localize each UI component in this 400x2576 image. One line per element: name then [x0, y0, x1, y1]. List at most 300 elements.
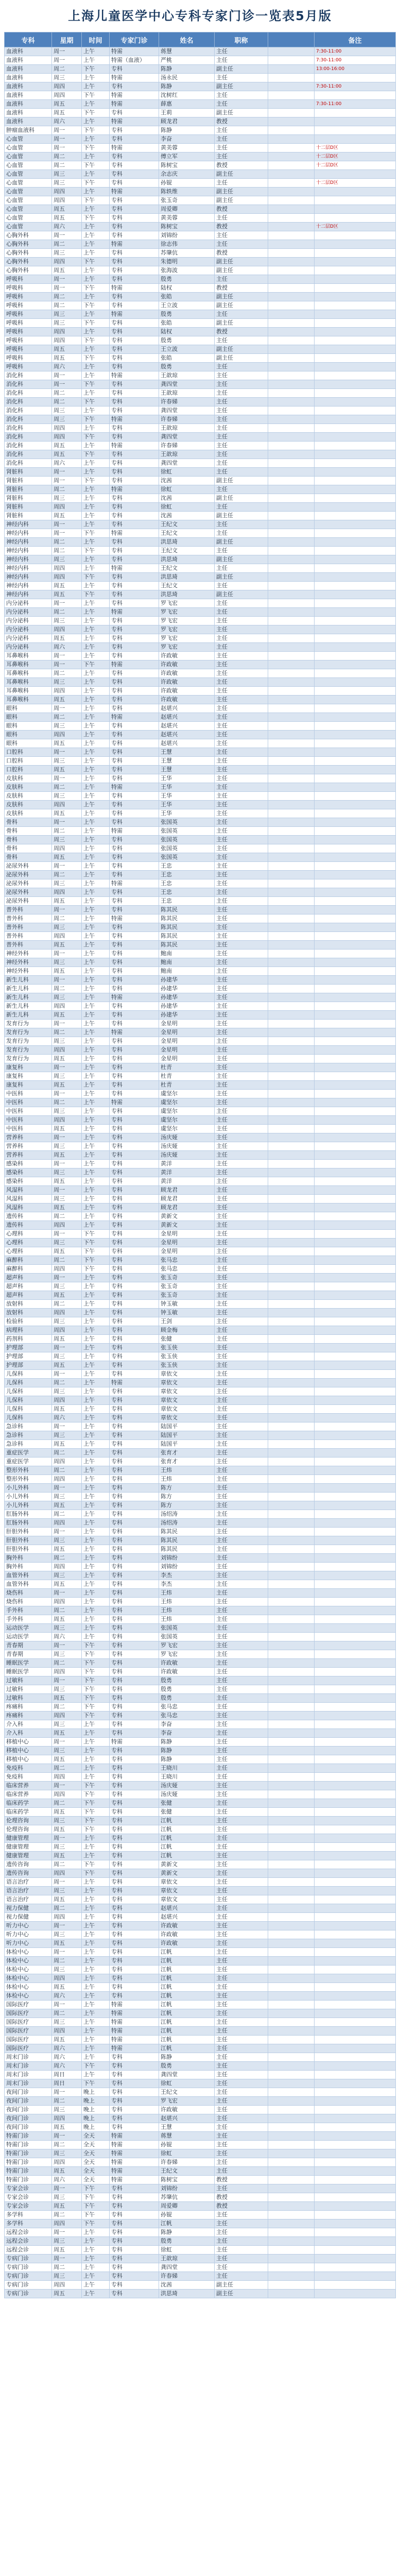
cell-time: 上午 — [82, 993, 110, 1002]
cell-note — [315, 669, 396, 678]
cell-title: 主任 — [215, 1738, 268, 1747]
cell-note — [315, 1948, 396, 1957]
cell-day: 周日 — [52, 2071, 82, 2079]
cell-title: 主任 — [215, 766, 268, 774]
cell-time: 全天 — [82, 2158, 110, 2167]
cell-time: 上午 — [82, 1528, 110, 1536]
cell-title: 主任 — [215, 985, 268, 993]
cell-name: 许政敏 — [159, 696, 215, 704]
cell-title: 主任 — [215, 625, 268, 634]
cell-time: 上午 — [82, 345, 110, 354]
cell-time: 下午 — [82, 1239, 110, 1247]
cell-location — [268, 2202, 315, 2211]
cell-title: 主任 — [215, 1729, 268, 1738]
cell-name: 陈静 — [159, 1747, 215, 1755]
cell-title: 教授 — [215, 328, 268, 336]
schedule-table — [4, 32, 396, 2298]
cell-day: 周一 — [52, 1738, 82, 1747]
cell-type: 专科 — [110, 739, 159, 748]
cell-name: 陈轶维 — [159, 188, 215, 196]
cell-title: 主任 — [215, 1011, 268, 1020]
cell-time: 上午 — [82, 1081, 110, 1090]
table-row — [5, 442, 396, 450]
cell-dept: 心血管 — [5, 161, 52, 170]
cell-location — [268, 2018, 315, 2027]
cell-title: 主任 — [215, 2088, 268, 2097]
cell-type: 专科 — [110, 1212, 159, 1221]
cell-location — [268, 1782, 315, 1790]
cell-day: 周五 — [52, 1361, 82, 1370]
cell-type: 专科 — [110, 2053, 159, 2062]
cell-day: 周一 — [52, 371, 82, 380]
cell-day: 周五 — [52, 1011, 82, 1020]
cell-location — [268, 91, 315, 100]
cell-day: 周五 — [52, 345, 82, 354]
cell-title: 副主任 — [215, 573, 268, 582]
cell-dept: 中医科 — [5, 1090, 52, 1098]
cell-day: 周四 — [52, 1046, 82, 1055]
cell-type: 专科 — [110, 1957, 159, 1965]
cell-dept: 睡眠医学 — [5, 1659, 52, 1668]
cell-dept: 周末门诊 — [5, 2053, 52, 2062]
cell-title: 主任 — [215, 1028, 268, 1037]
cell-name: 张国英 — [159, 827, 215, 836]
cell-title: 主任 — [215, 1221, 268, 1230]
cell-day: 周二 — [52, 389, 82, 398]
cell-type: 专科 — [110, 2071, 159, 2079]
cell-type: 专科 — [110, 1405, 159, 1414]
cell-type: 特需（血液） — [110, 56, 159, 65]
cell-dept: 肾脏科 — [5, 477, 52, 485]
cell-location — [268, 985, 315, 993]
cell-dept: 耳鼻喉科 — [5, 660, 52, 669]
cell-type: 特需 — [110, 879, 159, 888]
cell-location — [268, 1711, 315, 1720]
cell-time: 上午 — [82, 1747, 110, 1755]
cell-day: 周六 — [52, 1633, 82, 1641]
cell-type: 特需 — [110, 564, 159, 573]
table-row — [5, 547, 396, 555]
cell-location — [268, 1020, 315, 1028]
cell-name: 江帆 — [159, 2036, 215, 2044]
table-row — [5, 713, 396, 722]
cell-day: 周一 — [52, 126, 82, 135]
cell-type: 专科 — [110, 1484, 159, 1493]
cell-type: 专科 — [110, 722, 159, 731]
table-row — [5, 1431, 396, 1440]
cell-day: 周四 — [52, 1458, 82, 1466]
cell-location — [268, 328, 315, 336]
cell-time: 上午 — [82, 2263, 110, 2272]
cell-location — [268, 2097, 315, 2106]
cell-dept: 专家会诊 — [5, 2184, 52, 2193]
cell-dept: 内分泌科 — [5, 634, 52, 643]
cell-day: 周三 — [52, 179, 82, 188]
cell-note — [315, 1957, 396, 1965]
cell-dept: 免疫科 — [5, 1773, 52, 1782]
cell-name: 章依文 — [159, 1887, 215, 1895]
cell-title: 主任 — [215, 1125, 268, 1133]
cell-title: 主任 — [215, 2228, 268, 2237]
cell-type: 专科 — [110, 1729, 159, 1738]
cell-location — [268, 1125, 315, 1133]
cell-dept: 国际医疗 — [5, 2044, 52, 2053]
cell-note — [315, 757, 396, 766]
cell-name: 陈其民 — [159, 1528, 215, 1536]
cell-dept: 青春期 — [5, 1650, 52, 1659]
cell-dept: 遗传科 — [5, 1221, 52, 1230]
cell-type: 专科 — [110, 590, 159, 599]
cell-day: 周五 — [52, 1177, 82, 1186]
cell-title: 主任 — [215, 1098, 268, 1107]
cell-time: 上午 — [82, 1116, 110, 1125]
cell-title: 主任 — [215, 792, 268, 801]
cell-title: 主任 — [215, 643, 268, 652]
cell-type: 专科 — [110, 617, 159, 625]
cell-name: 龚四堂 — [159, 459, 215, 468]
cell-location — [268, 47, 315, 56]
cell-dept: 超声科 — [5, 1282, 52, 1291]
cell-note — [315, 2263, 396, 2272]
cell-time: 上午 — [82, 704, 110, 713]
header-note: 备注 — [315, 32, 396, 47]
table-row — [5, 1965, 396, 1974]
cell-name: 周爱卿 — [159, 2202, 215, 2211]
cell-note — [315, 1037, 396, 1046]
cell-dept: 周末门诊 — [5, 2062, 52, 2071]
table-row — [5, 2237, 396, 2246]
cell-title: 主任 — [215, 1063, 268, 1072]
cell-time: 上午 — [82, 1624, 110, 1633]
cell-location — [268, 538, 315, 547]
cell-title: 主任 — [215, 1133, 268, 1142]
cell-day: 周一 — [52, 2228, 82, 2237]
cell-location — [268, 1309, 315, 1317]
table-row — [5, 1843, 396, 1852]
cell-location — [268, 853, 315, 862]
cell-title: 主任 — [215, 687, 268, 696]
cell-type: 专科 — [110, 1668, 159, 1676]
cell-day: 周三 — [52, 958, 82, 967]
cell-title: 主任 — [215, 1834, 268, 1843]
cell-location — [268, 1396, 315, 1405]
cell-dept: 心血管 — [5, 170, 52, 179]
table-row — [5, 2114, 396, 2123]
cell-title: 主任 — [215, 2167, 268, 2176]
cell-title: 主任 — [215, 1309, 268, 1317]
cell-time: 上午 — [82, 1090, 110, 1098]
cell-name: 陈树宝 — [159, 161, 215, 170]
cell-day: 周六 — [52, 1992, 82, 2001]
cell-time: 下午 — [82, 477, 110, 485]
cell-type: 专科 — [110, 319, 159, 328]
cell-type: 特需 — [110, 1028, 159, 1037]
cell-note: 7:30-11:00 — [315, 56, 396, 65]
cell-name: 徐虹 — [159, 503, 215, 512]
cell-note: 十二层D区 — [315, 179, 396, 188]
cell-time: 下午 — [82, 319, 110, 328]
cell-time: 上午 — [82, 1878, 110, 1887]
table-row — [5, 1808, 396, 1817]
cell-location — [268, 529, 315, 538]
cell-location — [268, 722, 315, 731]
cell-time: 上午 — [82, 1729, 110, 1738]
cell-time: 上午 — [82, 555, 110, 564]
cell-note — [315, 1168, 396, 1177]
cell-title: 主任 — [215, 415, 268, 424]
cell-note — [315, 590, 396, 599]
table-row — [5, 696, 396, 704]
cell-note — [315, 266, 396, 275]
cell-time: 上午 — [82, 1755, 110, 1764]
table-row — [5, 1545, 396, 1554]
cell-title: 主任 — [215, 2036, 268, 2044]
cell-dept: 普外科 — [5, 923, 52, 932]
cell-type: 专科 — [110, 161, 159, 170]
table-row — [5, 74, 396, 82]
cell-type: 特需 — [110, 100, 159, 109]
cell-time: 下午 — [82, 1676, 110, 1685]
table-row — [5, 1282, 396, 1291]
cell-note — [315, 2246, 396, 2255]
cell-title: 主任 — [215, 398, 268, 406]
cell-name: 王忠 — [159, 871, 215, 879]
cell-day: 周三 — [52, 993, 82, 1002]
cell-dept: 遗传咨询 — [5, 1869, 52, 1878]
cell-time: 上午 — [82, 801, 110, 809]
cell-type: 特需 — [110, 2149, 159, 2158]
cell-location — [268, 2141, 315, 2149]
cell-day: 周一 — [52, 284, 82, 293]
table-row — [5, 1247, 396, 1256]
cell-day: 周六 — [52, 1414, 82, 1422]
cell-note — [315, 634, 396, 643]
cell-title: 主任 — [215, 1852, 268, 1860]
cell-time: 上午 — [82, 1720, 110, 1729]
cell-name: 许春娣 — [159, 2272, 215, 2281]
cell-note — [315, 678, 396, 687]
cell-location — [268, 1685, 315, 1694]
cell-note — [315, 1782, 396, 1790]
cell-day: 周四 — [52, 196, 82, 205]
cell-type: 专科 — [110, 1125, 159, 1133]
cell-note — [315, 2290, 396, 2298]
cell-day: 周一 — [52, 1090, 82, 1098]
cell-type: 特需 — [110, 660, 159, 669]
cell-title: 主任 — [215, 2211, 268, 2219]
cell-time: 上午 — [82, 923, 110, 932]
cell-dept: 呼吸科 — [5, 293, 52, 301]
cell-location — [268, 477, 315, 485]
cell-name: 陈方 — [159, 1493, 215, 1501]
cell-type: 专科 — [110, 1799, 159, 1808]
cell-type: 专科 — [110, 1282, 159, 1291]
table-row — [5, 1563, 396, 1571]
cell-name: 汤庆娅 — [159, 1151, 215, 1160]
cell-location — [268, 704, 315, 713]
cell-title: 主任 — [215, 100, 268, 109]
cell-note: 7:30-11:00 — [315, 100, 396, 109]
cell-type: 专科 — [110, 1361, 159, 1370]
cell-type: 专科 — [110, 958, 159, 967]
table-row — [5, 65, 396, 74]
cell-type: 专科 — [110, 1309, 159, 1317]
cell-type: 专科 — [110, 231, 159, 240]
cell-dept: 夜间门诊 — [5, 2088, 52, 2097]
cell-day: 周一 — [52, 468, 82, 477]
cell-day: 周二 — [52, 2009, 82, 2018]
cell-location — [268, 2246, 315, 2255]
cell-title: 主任 — [215, 2079, 268, 2088]
cell-day: 周一 — [52, 2184, 82, 2193]
table-row — [5, 1352, 396, 1361]
cell-title: 主任 — [215, 1983, 268, 1992]
cell-location — [268, 696, 315, 704]
cell-day: 周三 — [52, 1195, 82, 1204]
cell-location — [268, 1510, 315, 1519]
cell-dept: 发育行为 — [5, 1046, 52, 1055]
cell-title: 主任 — [215, 1335, 268, 1344]
cell-title: 主任 — [215, 275, 268, 284]
cell-type: 特需 — [110, 240, 159, 249]
cell-dept: 呼吸科 — [5, 310, 52, 319]
cell-type: 专科 — [110, 2123, 159, 2132]
cell-dept: 肝胆外科 — [5, 1545, 52, 1554]
cell-day: 周一 — [52, 906, 82, 914]
cell-note — [315, 2088, 396, 2097]
cell-location — [268, 1239, 315, 1247]
cell-type: 专科 — [110, 950, 159, 958]
cell-note — [315, 91, 396, 100]
cell-location — [268, 1501, 315, 1510]
cell-location — [268, 1493, 315, 1501]
cell-name: 赵堪兴 — [159, 704, 215, 713]
cell-title: 主任 — [215, 897, 268, 906]
cell-time: 全天 — [82, 2141, 110, 2149]
cell-dept: 整形外科 — [5, 1475, 52, 1484]
cell-note — [315, 739, 396, 748]
cell-type: 特需 — [110, 2132, 159, 2141]
table-row — [5, 91, 396, 100]
table-row — [5, 1116, 396, 1125]
table-row — [5, 783, 396, 792]
cell-note — [315, 1379, 396, 1387]
cell-title: 主任 — [215, 231, 268, 240]
table-row — [5, 2018, 396, 2027]
cell-location — [268, 1098, 315, 1107]
cell-time: 下午 — [82, 1817, 110, 1825]
cell-title: 主任 — [215, 74, 268, 82]
cell-time: 全天 — [82, 2167, 110, 2176]
cell-dept: 呼吸科 — [5, 354, 52, 363]
cell-time: 下午 — [82, 1650, 110, 1659]
cell-name: 黄新文 — [159, 1221, 215, 1230]
cell-title: 主任 — [215, 844, 268, 853]
cell-day: 周四 — [52, 1711, 82, 1720]
table-row — [5, 1037, 396, 1046]
cell-day: 周三 — [52, 1843, 82, 1852]
cell-dept: 营养科 — [5, 1142, 52, 1151]
cell-name: 江帆 — [159, 2027, 215, 2036]
cell-name: 张马忠 — [159, 1703, 215, 1711]
cell-day: 周四 — [52, 1598, 82, 1606]
cell-location — [268, 1230, 315, 1239]
cell-day: 周五 — [52, 590, 82, 599]
cell-day: 周六 — [52, 117, 82, 126]
cell-name: 龚四堂 — [159, 380, 215, 389]
cell-note: 十二层D区 — [315, 144, 396, 152]
cell-location — [268, 258, 315, 266]
cell-dept: 呼吸科 — [5, 319, 52, 328]
cell-title: 主任 — [215, 1799, 268, 1808]
cell-type: 专科 — [110, 2062, 159, 2071]
cell-type: 专科 — [110, 792, 159, 801]
table-row — [5, 389, 396, 398]
cell-type: 专科 — [110, 1650, 159, 1659]
cell-location — [268, 1922, 315, 1930]
header-type: 专家门诊 — [110, 32, 159, 47]
cell-day: 周一 — [52, 135, 82, 144]
cell-title: 副主任 — [215, 196, 268, 205]
cell-day: 周三 — [52, 1431, 82, 1440]
cell-note — [315, 1405, 396, 1414]
cell-title: 主任 — [215, 1212, 268, 1221]
table-row — [5, 1440, 396, 1449]
cell-type: 专科 — [110, 1711, 159, 1720]
cell-dept: 听力中心 — [5, 1922, 52, 1930]
cell-title: 副主任 — [215, 2281, 268, 2290]
table-row — [5, 284, 396, 293]
cell-time: 上午 — [82, 1168, 110, 1177]
cell-name: 陈其民 — [159, 914, 215, 923]
cell-location — [268, 1641, 315, 1650]
cell-type: 专科 — [110, 1274, 159, 1282]
cell-title: 主任 — [215, 1317, 268, 1326]
cell-name: 罗飞宏 — [159, 1650, 215, 1659]
table-row — [5, 117, 396, 126]
cell-location — [268, 503, 315, 512]
cell-type: 专科 — [110, 82, 159, 91]
cell-name: 金星明 — [159, 1046, 215, 1055]
cell-day: 周五 — [52, 1825, 82, 1834]
table-row — [5, 757, 396, 766]
cell-type: 专科 — [110, 1440, 159, 1449]
cell-note — [315, 1387, 396, 1396]
cell-dept: 消化科 — [5, 433, 52, 442]
cell-time: 上午 — [82, 1011, 110, 1020]
cell-time: 晚上 — [82, 2123, 110, 2132]
cell-dept: 泌尿外科 — [5, 897, 52, 906]
cell-name: 黄新文 — [159, 1860, 215, 1869]
cell-location — [268, 1895, 315, 1904]
cell-title: 主任 — [215, 2114, 268, 2123]
cell-type: 专科 — [110, 2202, 159, 2211]
cell-note — [315, 1326, 396, 1335]
cell-note — [315, 2044, 396, 2053]
cell-dept: 麻醉科 — [5, 1265, 52, 1274]
cell-note — [315, 1195, 396, 1204]
cell-note — [315, 2237, 396, 2246]
table-row — [5, 1528, 396, 1536]
cell-name: 殷勇 — [159, 2237, 215, 2246]
cell-location — [268, 433, 315, 442]
cell-time: 上午 — [82, 1212, 110, 1221]
cell-type: 专科 — [110, 687, 159, 696]
cell-note — [315, 1685, 396, 1694]
cell-location — [268, 748, 315, 757]
cell-day: 周二 — [52, 485, 82, 494]
cell-name: 陈静 — [159, 2053, 215, 2062]
